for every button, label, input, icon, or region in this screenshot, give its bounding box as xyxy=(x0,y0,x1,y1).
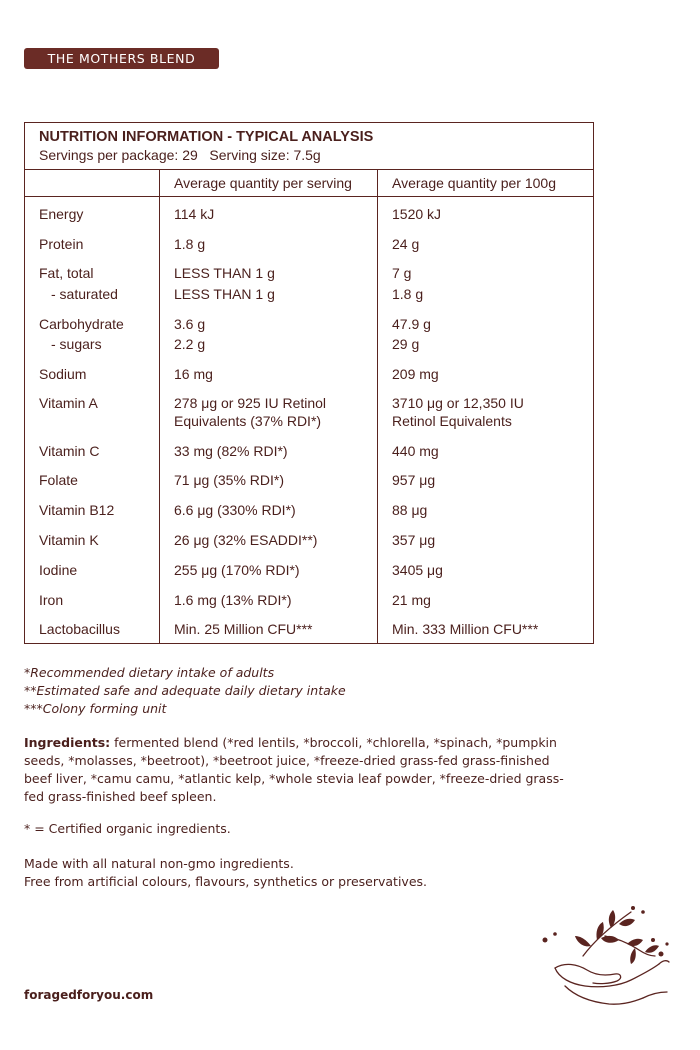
hand-holding-plant-icon xyxy=(535,898,675,1023)
website-link[interactable]: foragedforyou.com xyxy=(24,988,154,1002)
ingredients xyxy=(24,734,564,806)
per-100g-value: 88 μg xyxy=(392,502,428,518)
per-serving-value: 33 mg (82% RDI*) xyxy=(174,443,288,459)
footnotes xyxy=(24,664,346,718)
per-100g-value: 24 g xyxy=(392,236,420,252)
per-100g-value: 440 mg xyxy=(392,443,439,459)
per-100g-value: 29 g xyxy=(392,336,420,352)
per-serving-value: 2.2 g xyxy=(174,336,206,352)
per-100g-value: 3710 μg or 12,350 IU xyxy=(392,395,524,411)
per-serving-value: 71 μg (35% RDI*) xyxy=(174,472,284,488)
per-serving-value: 16 mg xyxy=(174,366,213,382)
per-serving-value: 1.8 g xyxy=(174,236,206,252)
per-100g-value: 7 g xyxy=(392,265,412,281)
per-100g-value: 21 mg xyxy=(392,592,431,608)
organic-note: * = Certified organic ingredients. xyxy=(24,821,231,836)
per-serving-value: 6.6 μg (330% RDI*) xyxy=(174,502,296,518)
nutrient-name: Sodium xyxy=(39,366,87,382)
per-100g-value: 957 μg xyxy=(392,472,436,488)
serving-info: Servings per package: 29 Serving size: 7.5g xyxy=(39,147,321,163)
claim-free-from: Free from artificial colours, flavours, synthetics or preservatives. xyxy=(24,874,427,889)
per-100g-value: Min. 333 Million CFU*** xyxy=(392,621,539,637)
nutrient-name: Vitamin B12 xyxy=(39,502,115,518)
nutrient-name: Lactobacillus xyxy=(39,621,120,637)
per-serving-value: 255 μg (170% RDI*) xyxy=(174,562,300,578)
per-serving-value: 278 μg or 925 IU Retinol xyxy=(174,395,327,411)
nutrition-title: NUTRITION INFORMATION - TYPICAL ANALYSIS xyxy=(39,129,374,145)
per-serving-value: LESS THAN 1 g xyxy=(174,286,275,302)
nutrition-table xyxy=(24,122,594,644)
nutrient-name: Vitamin K xyxy=(39,532,99,548)
per-100g-value: 209 mg xyxy=(392,366,439,382)
column-headers xyxy=(25,170,593,197)
nutrient-name: Vitamin A xyxy=(39,395,98,411)
nutrient-name: Protein xyxy=(39,236,84,252)
per-serving-column xyxy=(159,197,377,643)
footnote-rdi: *Recommended dietary intake of adults xyxy=(24,665,275,680)
per-100g-value: 1520 kJ xyxy=(392,206,442,222)
per-100g-column xyxy=(377,197,593,643)
nutrient-name-column xyxy=(25,197,159,643)
per-serving-value: 1.6 mg (13% RDI*) xyxy=(174,592,292,608)
brand-tag: THE MOTHERS BLEND xyxy=(24,48,219,69)
per-100g-value: 3405 μg xyxy=(392,562,443,578)
footnote-esaddi: **Estimated safe and adequate daily dietary intake xyxy=(24,683,346,698)
footnote-cfu: ***Colony forming unit xyxy=(24,701,167,716)
per-serving-value: 114 kJ xyxy=(174,206,215,222)
per-100g-value: 47.9 g xyxy=(392,316,431,332)
column-header-per-serving: Average quantity per serving xyxy=(159,170,377,196)
nutrient-name: Vitamin C xyxy=(39,443,100,459)
nutrient-name: Iodine xyxy=(39,562,78,578)
nutrient-name: Fat, total xyxy=(39,265,94,281)
ingredients-text: fermented blend (*red lentils, *broccoli, *chlorella, *spinach, *pumpkin seeds, *molasses, *beetroot), *beetroot juice, *freeze-dried grass-fed grass-finished beef liver, *camu camu, *atlantic kelp, *whole stevia leaf powder, *freeze-dried grass-fed grass-finished beef spleen. xyxy=(24,735,564,804)
per-100g-value: 1.8 g xyxy=(392,286,424,302)
per-serving-value: Min. 25 Million CFU*** xyxy=(174,621,313,637)
nutrition-header xyxy=(25,123,593,170)
claim-non-gmo: Made with all natural non-gmo ingredients. xyxy=(24,856,294,871)
nutrient-name: Iron xyxy=(39,592,64,608)
nutrient-name: Carbohydrate xyxy=(39,316,124,332)
per-serving-value: 3.6 g xyxy=(174,316,206,332)
nutrient-name: Energy xyxy=(39,206,84,222)
nutrient-name: - saturated xyxy=(51,286,118,302)
per-serving-value: Equivalents (37% RDI*) xyxy=(174,413,322,429)
per-serving-value: 26 μg (32% ESADDI**) xyxy=(174,532,318,548)
per-100g-value: 357 μg xyxy=(392,532,436,548)
nutrient-name: Folate xyxy=(39,472,78,488)
ingredients-label: Ingredients: xyxy=(24,735,111,750)
column-header-per-100g: Average quantity per 100g xyxy=(377,170,593,196)
nutrition-body xyxy=(25,197,593,643)
column-header-nutrient xyxy=(25,170,159,196)
per-100g-value: Retinol Equivalents xyxy=(392,413,512,429)
per-serving-value: LESS THAN 1 g xyxy=(174,265,275,281)
nutrient-name: - sugars xyxy=(51,336,102,352)
claims xyxy=(24,855,427,891)
